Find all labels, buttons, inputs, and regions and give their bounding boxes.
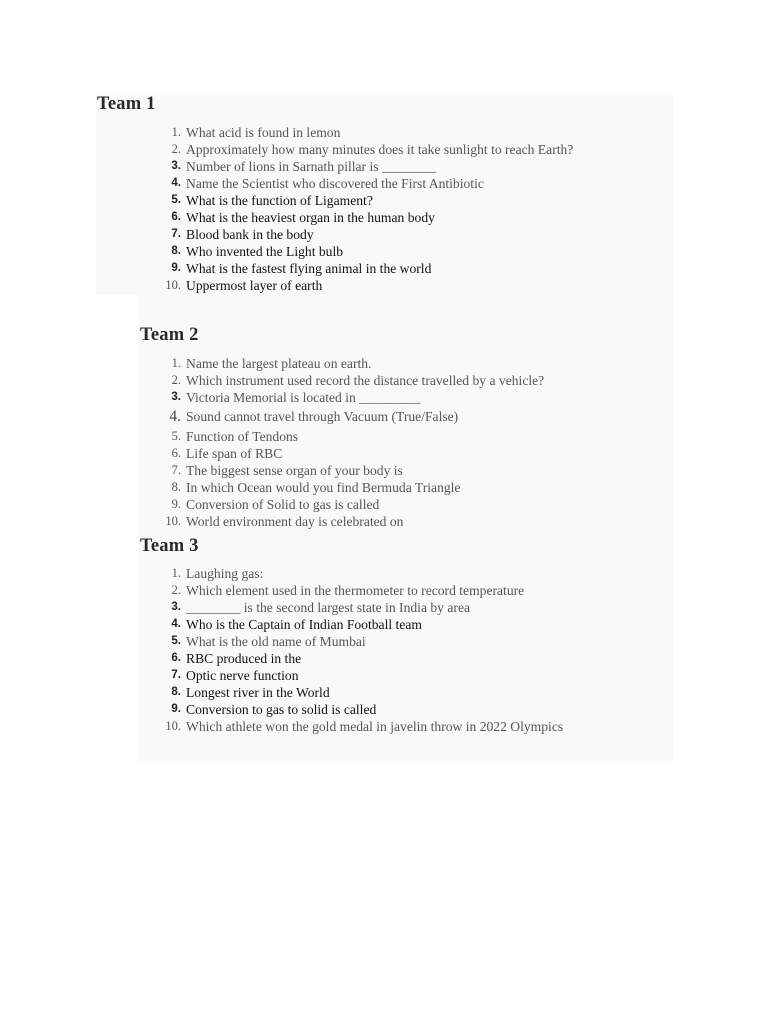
question-item (0, 650, 768, 667)
question-text: Number of lions in Sarnath pillar is ________ (186, 159, 437, 174)
question-text: Name the Scientist who discovered the First Antibiotic (186, 176, 484, 191)
question-item (0, 684, 768, 701)
question-item (0, 462, 768, 479)
team-2-title: Team 2 (140, 325, 199, 345)
question-text: Victoria Memorial is located in _________ (186, 390, 421, 405)
question-number: 8. (171, 480, 181, 494)
question-item (0, 260, 768, 277)
question-text: Sound cannot travel through Vacuum (True/False) (186, 409, 459, 424)
question-item (0, 124, 768, 141)
question-number: 9. (171, 497, 181, 511)
question-number: 5. (171, 635, 181, 647)
question-item (0, 513, 768, 530)
question-number: 5. (171, 429, 181, 443)
team-1-question-list (0, 124, 768, 294)
question-item (0, 372, 768, 389)
question-text: Laughing gas: (186, 566, 264, 581)
question-text: What is the heaviest organ in the human body (186, 210, 435, 225)
question-item (0, 633, 768, 650)
question-item (0, 479, 768, 496)
question-number: 1. (171, 566, 181, 580)
question-item (0, 428, 768, 445)
question-text: Which athlete won the gold medal in javelin throw in 2022 Olympics (186, 719, 564, 734)
question-number: 7. (171, 228, 181, 240)
question-number: 8. (171, 245, 181, 257)
question-number: 3. (171, 391, 181, 403)
question-number: 6. (171, 652, 181, 664)
question-number: 6. (171, 446, 181, 460)
question-text: Life span of RBC (186, 446, 283, 461)
question-number: 9. (171, 262, 181, 274)
question-number: 2. (171, 583, 181, 597)
question-item (0, 175, 768, 192)
team-2-question-list (0, 355, 768, 530)
question-item (0, 667, 768, 684)
question-text: World environment day is celebrated on (186, 514, 404, 529)
question-item (0, 496, 768, 513)
question-text: Name the largest plateau on earth. (186, 356, 372, 371)
question-text: Conversion of Solid to gas is called (186, 497, 380, 512)
question-text: In which Ocean would you find Bermuda Triangle (186, 480, 461, 495)
question-number: 3. (171, 160, 181, 172)
question-text: Function of Tendons (186, 429, 299, 444)
question-item (0, 158, 768, 175)
question-number: 9. (171, 703, 181, 715)
question-item (0, 599, 768, 616)
question-number: 4. (169, 408, 181, 425)
question-text: Blood bank in the body (186, 227, 314, 242)
question-number: 10. (165, 514, 181, 528)
question-item (0, 226, 768, 243)
question-item (0, 209, 768, 226)
question-text: What is the fastest flying animal in the world (186, 261, 432, 276)
question-number: 1. (171, 356, 181, 370)
question-text: Longest river in the World (186, 685, 330, 700)
question-text: Which instrument used record the distance travelled by a vehicle? (186, 373, 545, 388)
question-item (0, 389, 768, 406)
question-text: Who is the Captain of Indian Football team (186, 617, 422, 632)
question-number: 4. (171, 177, 181, 189)
question-item (0, 718, 768, 735)
question-number: 4. (171, 618, 181, 630)
question-number: 7. (171, 463, 181, 477)
question-item (0, 701, 768, 718)
question-number: 1. (171, 125, 181, 139)
question-item (0, 243, 768, 260)
question-number: 8. (171, 686, 181, 698)
question-text: ________ is the second largest state in India by area (186, 600, 471, 615)
question-text: Uppermost layer of earth (186, 278, 323, 293)
question-text: What is the function of Ligament? (186, 193, 373, 208)
question-item (0, 565, 768, 582)
question-number: 10. (165, 719, 181, 733)
question-text: The biggest sense organ of your body is (186, 463, 403, 478)
question-number: 2. (171, 373, 181, 387)
question-text: Approximately how many minutes does it take sunlight to reach Earth? (186, 142, 574, 157)
question-number: 2. (171, 142, 181, 156)
team-1-title: Team 1 (97, 94, 156, 114)
question-item (0, 277, 768, 294)
question-item (0, 616, 768, 633)
question-text: RBC produced in the (186, 651, 302, 666)
question-text: What acid is found in lemon (186, 125, 341, 140)
team-3-question-list (0, 565, 768, 735)
question-text: Which element used in the thermometer to record temperature (186, 583, 525, 598)
question-item (0, 582, 768, 599)
question-number: 3. (171, 601, 181, 613)
question-number: 6. (171, 211, 181, 223)
team-3-title: Team 3 (140, 536, 199, 556)
question-item (0, 192, 768, 209)
question-text: Optic nerve function (186, 668, 299, 683)
question-number: 10. (165, 278, 181, 292)
question-number: 7. (171, 669, 181, 681)
question-number: 5. (171, 194, 181, 206)
question-item (0, 406, 768, 428)
question-text: Conversion to gas to solid is called (186, 702, 377, 717)
question-item (0, 141, 768, 158)
question-item (0, 355, 768, 372)
question-item (0, 445, 768, 462)
question-text: Who invented the Light bulb (186, 244, 344, 259)
question-text: What is the old name of Mumbai (186, 634, 366, 649)
